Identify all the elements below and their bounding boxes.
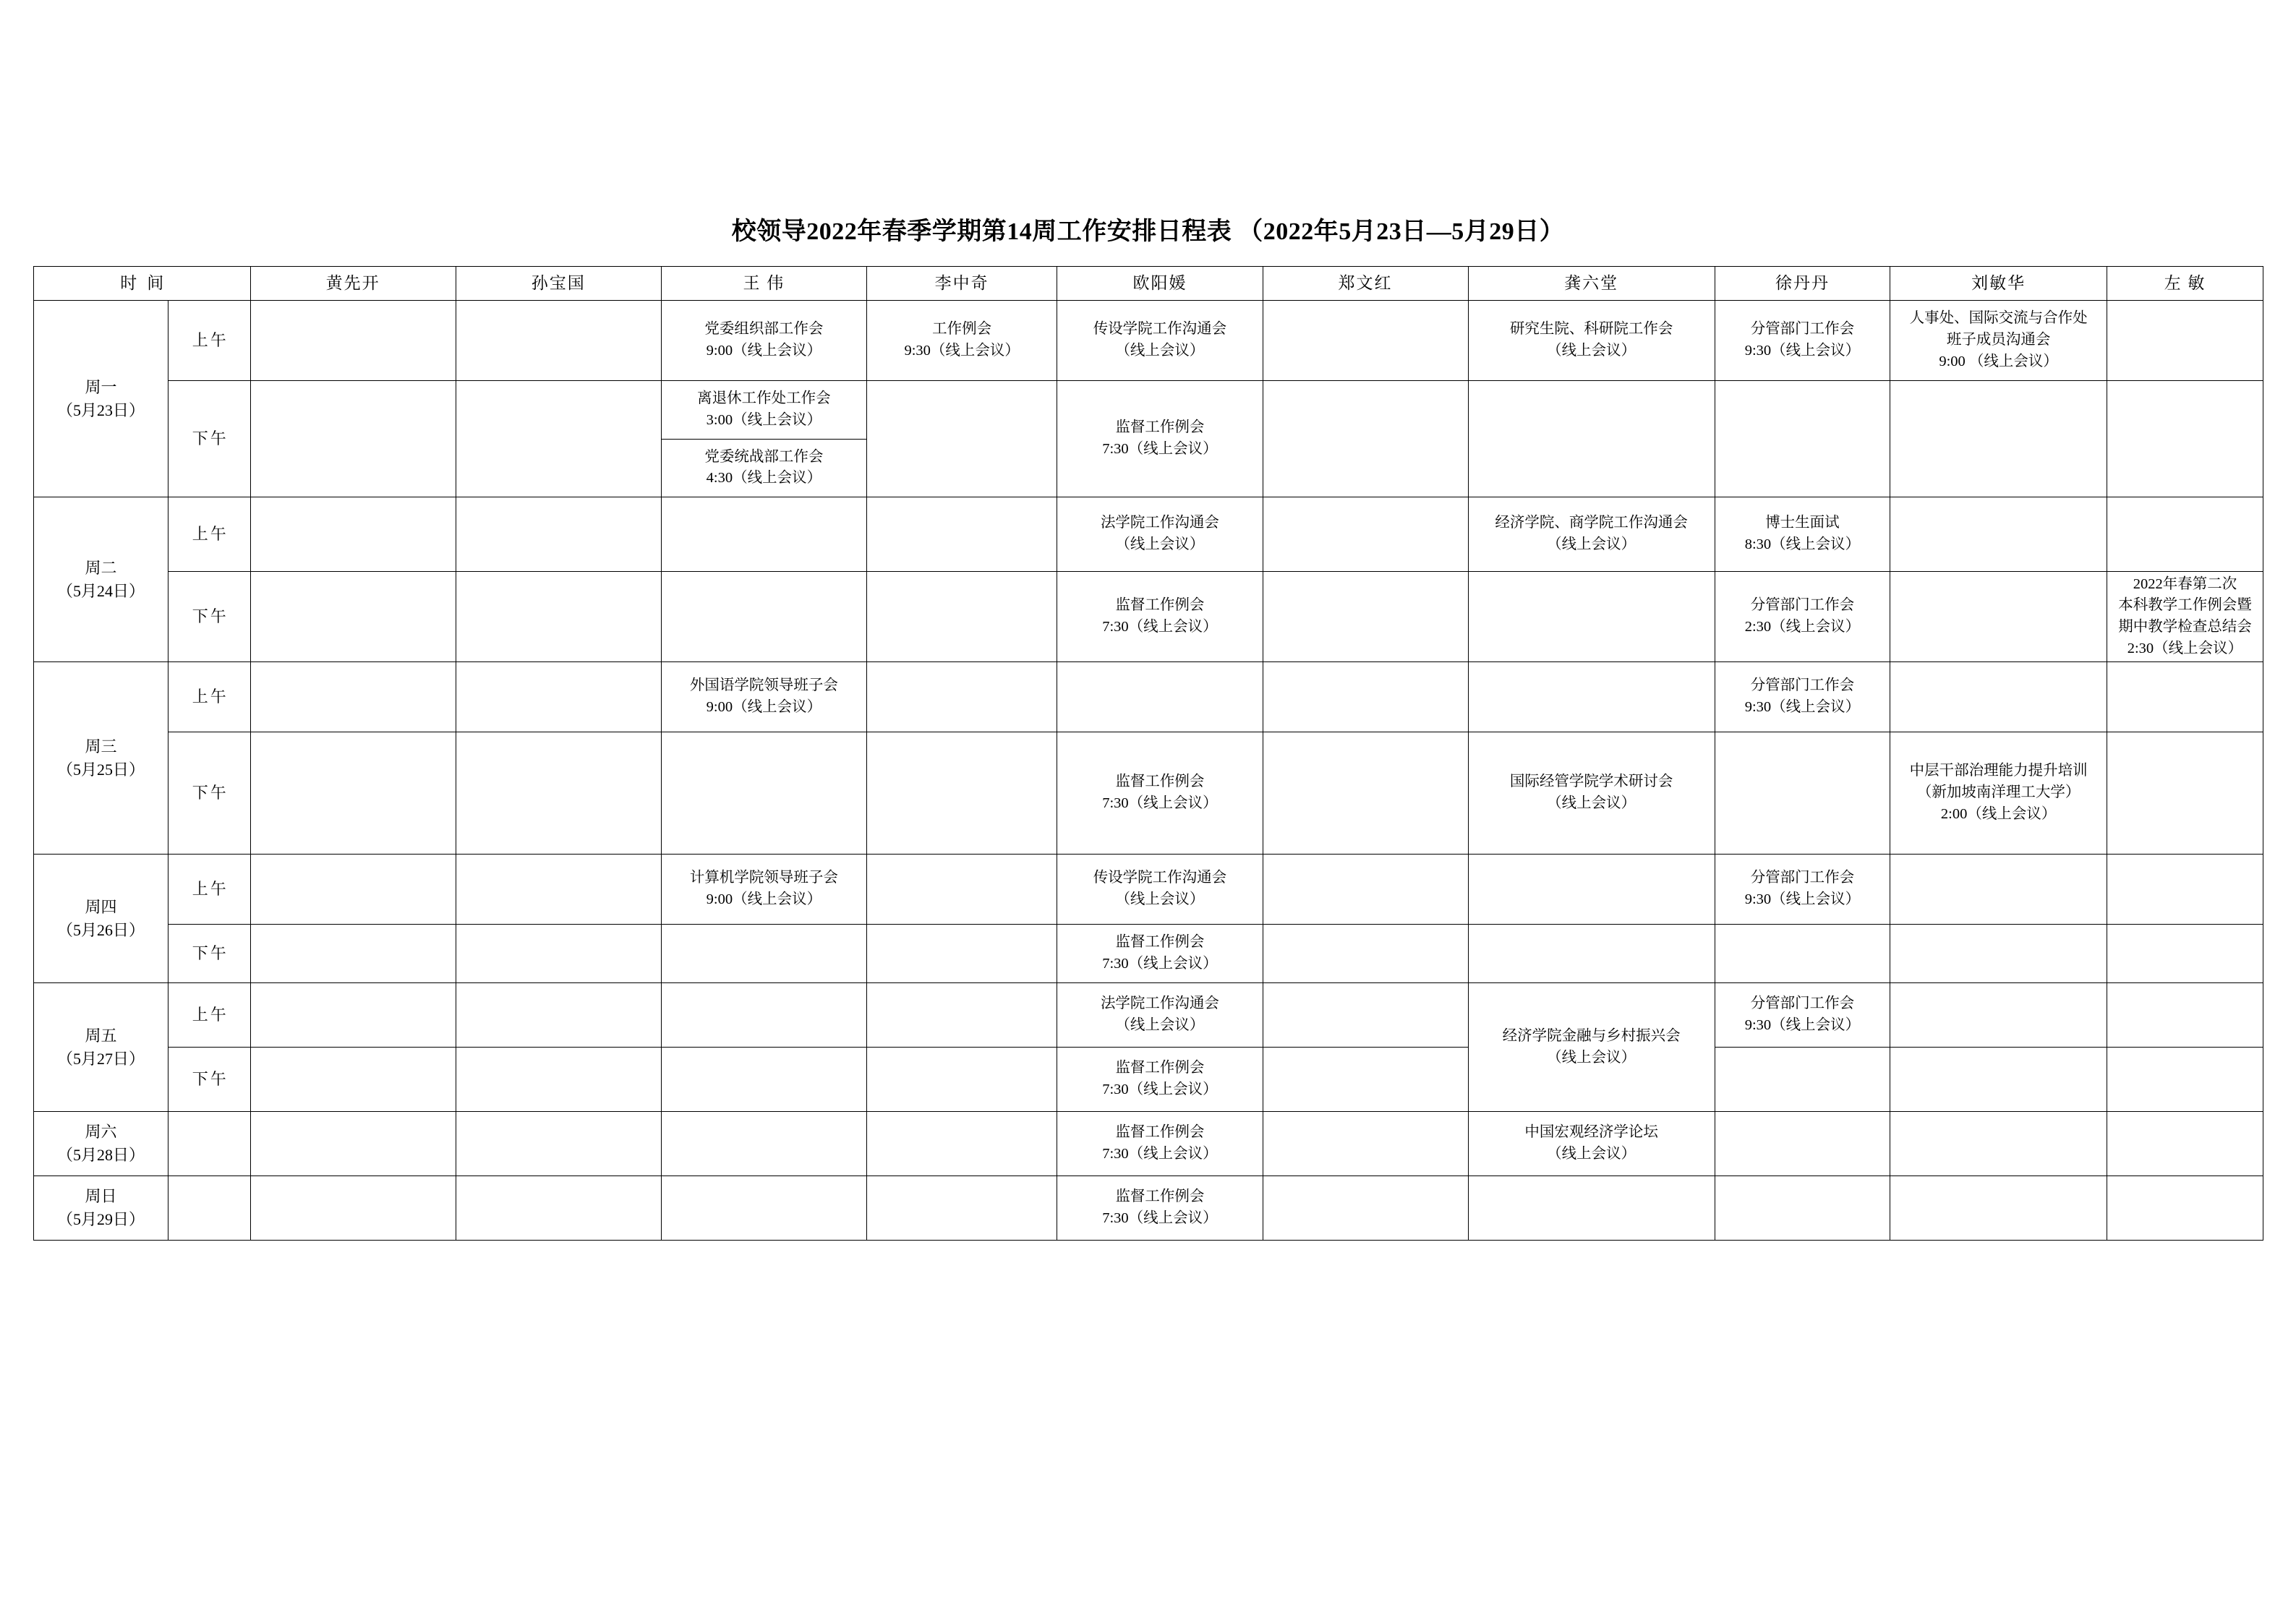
- table-row: [34, 381, 2263, 497]
- event-title: 监督工作例会: [1115, 1189, 1205, 1205]
- cell-mon-am-zuomin: [2107, 301, 2263, 381]
- header-person-wangwei: 王 伟: [661, 267, 866, 301]
- event-time: （线上会议）: [1115, 343, 1205, 359]
- cell-wed-pm-ouyangyuan: [1057, 732, 1263, 855]
- event-time: 7:30（线上会议）: [1102, 1146, 1218, 1162]
- cell-wed-am-sunbaoguo: [456, 662, 661, 732]
- cell-tue-am-sunbaoguo: [456, 497, 661, 572]
- cell-fri-pm-huangxiankai: [250, 1048, 456, 1112]
- table-row: [34, 983, 2263, 1048]
- event-time: 9:30（线上会议）: [904, 343, 1020, 359]
- cell-tue-pm-liuminhua: [1890, 572, 2107, 662]
- cell-wed-am-xudandan: [1715, 662, 1890, 732]
- day-date: （5月28日）: [56, 1146, 145, 1164]
- event-title: 经济学院金融与乡村振兴会: [1502, 1027, 1681, 1044]
- event-time: 9:00（线上会议）: [706, 891, 822, 907]
- cell-tue-am-wangwei: [661, 497, 866, 572]
- header-person-ouyangyuan: 欧阳媛: [1057, 267, 1263, 301]
- cell-tue-pm-huangxiankai: [250, 572, 456, 662]
- event-title: 离退休工作处工作会: [697, 390, 831, 407]
- cell-tue-am-xudandan: [1715, 497, 1890, 572]
- cell-tue-am-lizhongqi: [866, 497, 1057, 572]
- event-title: 监督工作例会: [1115, 1124, 1205, 1141]
- day-date: （5月29日）: [56, 1210, 145, 1228]
- event-title: 研究生院、科研院工作会: [1509, 321, 1673, 338]
- header-person-liuminhua: 刘敏华: [1890, 267, 2107, 301]
- cell-thu-pm-lizhongqi: [866, 925, 1057, 983]
- event-time: 9:30（线上会议）: [1744, 699, 1861, 715]
- cell-wed-pm-zhengwenhong: [1263, 732, 1468, 855]
- cell-tue-am-gongliutang: [1468, 497, 1715, 572]
- day-date: （5月25日）: [56, 760, 145, 779]
- cell-wed-am-zhengwenhong: [1263, 662, 1468, 732]
- cell-fri-pm-zhengwenhong: [1263, 1048, 1468, 1112]
- period-label-am: 上午: [168, 662, 250, 732]
- event-title: 传设学院工作沟通会: [1093, 870, 1227, 886]
- cell-sat-lizhongqi: [866, 1112, 1057, 1176]
- cell-sat-huangxiankai: [250, 1112, 456, 1176]
- event-title: 分管部门工作会: [1750, 995, 1855, 1012]
- event-time: 9:00（线上会议）: [706, 343, 822, 359]
- table-row: [34, 1048, 2263, 1112]
- cell-fri-am-zuomin: [2107, 983, 2263, 1048]
- event-title: 分管部门工作会: [1750, 677, 1855, 694]
- cell-fri-pm-zuomin: [2107, 1048, 2263, 1112]
- event-title: 分管部门工作会: [1750, 597, 1855, 614]
- cell-sat-gongliutang: [1468, 1112, 1715, 1176]
- cell-mon-am-sunbaoguo: [456, 301, 661, 381]
- cell-wed-am-gongliutang: [1468, 662, 1715, 732]
- period-label-pm: 下午: [168, 1048, 250, 1112]
- cell-thu-am-lizhongqi: [866, 855, 1057, 925]
- cell-tue-pm-wangwei: [661, 572, 866, 662]
- cell-thu-pm-huangxiankai: [250, 925, 456, 983]
- event-subtitle: 本科教学工作例会暨: [2118, 597, 2252, 614]
- day-label-thursday: [34, 855, 168, 983]
- cell-mon-am-xudandan: [1715, 301, 1890, 381]
- event-title: 传设学院工作沟通会: [1093, 321, 1227, 338]
- period-label-pm: 下午: [168, 572, 250, 662]
- event-title: 博士生面试: [1765, 515, 1840, 531]
- cell-sun-zuomin: [2107, 1176, 2263, 1241]
- cell-wed-pm-wangwei: [661, 732, 866, 855]
- cell-tue-pm-sunbaoguo: [456, 572, 661, 662]
- cell-wed-pm-sunbaoguo: [456, 732, 661, 855]
- event-title: 经济学院、商学院工作沟通会: [1495, 515, 1688, 531]
- day-label-monday: [34, 301, 168, 497]
- cell-mon-am-liuminhua: [1890, 301, 2107, 381]
- cell-fri-pm-liuminhua: [1890, 1048, 2107, 1112]
- day-date: （5月27日）: [56, 1049, 145, 1068]
- event-time: 2:30（线上会议）: [2127, 640, 2243, 656]
- cell-sun-gongliutang: [1468, 1176, 1715, 1241]
- cell-sat-sunbaoguo: [456, 1112, 661, 1176]
- event-title: 人事处、国际交流与合作处: [1909, 310, 2088, 327]
- cell-wed-am-huangxiankai: [250, 662, 456, 732]
- header-row: [34, 267, 2263, 301]
- cell-sun-sunbaoguo: [456, 1176, 661, 1241]
- cell-tue-am-liuminhua: [1890, 497, 2107, 572]
- cell-sun-wangwei: [661, 1176, 866, 1241]
- event-block-bottom: [662, 440, 866, 497]
- event-subtitle2: 期中教学检查总结会: [2118, 619, 2252, 635]
- schedule-table: [33, 266, 2263, 1241]
- cell-mon-pm-gongliutang: [1468, 381, 1715, 497]
- cell-wed-pm-gongliutang: [1468, 732, 1715, 855]
- day-name: 周六: [85, 1123, 117, 1142]
- period-label-none-sat: [168, 1112, 250, 1176]
- cell-fri-am-zhengwenhong: [1263, 983, 1468, 1048]
- header-time: 时间: [34, 267, 251, 301]
- cell-wed-pm-huangxiankai: [250, 732, 456, 855]
- day-name: 周四: [85, 897, 117, 916]
- cell-sun-lizhongqi: [866, 1176, 1057, 1241]
- cell-wed-am-zuomin: [2107, 662, 2263, 732]
- event-subtitle: （新加坡南洋理工大学）: [1916, 784, 2081, 801]
- event-time: （线上会议）: [1547, 795, 1636, 811]
- cell-wed-pm-lizhongqi: [866, 732, 1057, 855]
- cell-thu-pm-xudandan: [1715, 925, 1890, 983]
- cell-sun-huangxiankai: [250, 1176, 456, 1241]
- cell-fri-am-wangwei: [661, 983, 866, 1048]
- cell-fri-pm-sunbaoguo: [456, 1048, 661, 1112]
- table-body: [34, 301, 2263, 1241]
- cell-sat-wangwei: [661, 1112, 866, 1176]
- cell-wed-am-lizhongqi: [866, 662, 1057, 732]
- day-name: 周二: [85, 558, 117, 577]
- event-title: 党委统战部工作会: [704, 448, 824, 465]
- day-name: 周三: [85, 737, 117, 755]
- cell-sat-zuomin: [2107, 1112, 2263, 1176]
- event-time: （线上会议）: [1115, 891, 1205, 907]
- cell-fri-pm-wangwei: [661, 1048, 866, 1112]
- cell-sun-xudandan: [1715, 1176, 1890, 1241]
- event-title: 监督工作例会: [1115, 419, 1205, 436]
- cell-tue-pm-gongliutang: [1468, 572, 1715, 662]
- table-row: [34, 1112, 2263, 1176]
- cell-thu-pm-wangwei: [661, 925, 866, 983]
- cell-sat-xudandan: [1715, 1112, 1890, 1176]
- event-title: 国际经管学院学术研讨会: [1509, 774, 1673, 790]
- day-name: 周一: [85, 377, 117, 396]
- cell-sat-liuminhua: [1890, 1112, 2107, 1176]
- cell-mon-pm-wangwei: [661, 381, 866, 497]
- event-title: 监督工作例会: [1115, 597, 1205, 614]
- cell-tue-am-ouyangyuan: [1057, 497, 1263, 572]
- event-time: 7:30（线上会议）: [1102, 1210, 1218, 1226]
- cell-sat-zhengwenhong: [1263, 1112, 1468, 1176]
- event-time: （线上会议）: [1547, 1146, 1636, 1162]
- cell-fri-am-sunbaoguo: [456, 983, 661, 1048]
- cell-tue-am-zhengwenhong: [1263, 497, 1468, 572]
- event-time: 9:30（线上会议）: [1744, 1017, 1861, 1033]
- day-date: （5月23日）: [56, 401, 145, 419]
- cell-fri-pm-xudandan: [1715, 1048, 1890, 1112]
- event-title: 中国宏观经济学论坛: [1524, 1124, 1658, 1141]
- event-time: （线上会议）: [1547, 343, 1636, 359]
- event-time: （线上会议）: [1547, 536, 1636, 552]
- cell-wed-am-wangwei: [661, 662, 866, 732]
- header-person-lizhongqi: 李中奇: [866, 267, 1057, 301]
- cell-thu-pm-zhengwenhong: [1263, 925, 1468, 983]
- event-time: 3:00（线上会议）: [706, 411, 822, 428]
- cell-mon-pm-lizhongqi: [866, 381, 1057, 497]
- table-row: [34, 572, 2263, 662]
- period-label-pm: 下午: [168, 381, 250, 497]
- cell-mon-pm-zhengwenhong: [1263, 381, 1468, 497]
- period-label-am: 上午: [168, 855, 250, 925]
- cell-fri-am-ouyangyuan: [1057, 983, 1263, 1048]
- event-title: 监督工作例会: [1115, 1060, 1205, 1076]
- cell-thu-am-gongliutang: [1468, 855, 1715, 925]
- event-time: （线上会议）: [1115, 1017, 1205, 1033]
- cell-fri-am-liuminhua: [1890, 983, 2107, 1048]
- period-label-pm: 下午: [168, 925, 250, 983]
- table-row: [34, 855, 2263, 925]
- cell-thu-pm-gongliutang: [1468, 925, 1715, 983]
- day-label-wednesday: [34, 662, 168, 855]
- event-time: 7:30（线上会议）: [1102, 619, 1218, 635]
- header-person-zuomin: 左 敏: [2107, 267, 2263, 301]
- event-title: 法学院工作沟通会: [1100, 995, 1219, 1012]
- header-person-zhengwenhong: 郑文红: [1263, 267, 1468, 301]
- event-title: 法学院工作沟通会: [1100, 515, 1219, 531]
- cell-thu-pm-zuomin: [2107, 925, 2263, 983]
- cell-mon-am-huangxiankai: [250, 301, 456, 381]
- event-time: 9:00 （线上会议）: [1939, 353, 2058, 369]
- cell-wed-pm-xudandan: [1715, 732, 1890, 855]
- cell-fri-gongliutang: [1468, 983, 1715, 1112]
- cell-tue-pm-xudandan: [1715, 572, 1890, 662]
- event-time: 7:30（线上会议）: [1102, 441, 1218, 457]
- event-time: 8:30（线上会议）: [1744, 536, 1861, 552]
- cell-tue-am-huangxiankai: [250, 497, 456, 572]
- header-person-xudandan: 徐丹丹: [1715, 267, 1890, 301]
- header-person-sunbaoguo: 孙宝国: [456, 267, 661, 301]
- event-title: 党委组织部工作会: [704, 321, 824, 338]
- event-subtitle: 班子成员沟通会: [1946, 332, 2051, 348]
- cell-mon-pm-sunbaoguo: [456, 381, 661, 497]
- event-title: 计算机学院领导班子会: [689, 870, 838, 886]
- cell-sun-liuminhua: [1890, 1176, 2107, 1241]
- cell-mon-pm-zuomin: [2107, 381, 2263, 497]
- period-label-am: 上午: [168, 301, 250, 381]
- event-title: 分管部门工作会: [1750, 870, 1855, 886]
- cell-sun-zhengwenhong: [1263, 1176, 1468, 1241]
- event-title: 监督工作例会: [1115, 774, 1205, 790]
- event-block-top: [662, 381, 866, 439]
- cell-fri-pm-ouyangyuan: [1057, 1048, 1263, 1112]
- period-label-am: 上午: [168, 497, 250, 572]
- event-title: 监督工作例会: [1115, 934, 1205, 951]
- day-date: （5月26日）: [56, 920, 145, 939]
- table-row: [34, 732, 2263, 855]
- event-time: 7:30（线上会议）: [1102, 795, 1218, 811]
- schedule-table-container: [33, 266, 2263, 1241]
- event-title: 外国语学院领导班子会: [689, 677, 838, 694]
- cell-mon-am-lizhongqi: [866, 301, 1057, 381]
- cell-wed-pm-liuminhua: [1890, 732, 2107, 855]
- event-time: 2:30（线上会议）: [1744, 619, 1861, 635]
- day-name: 周五: [85, 1026, 117, 1045]
- day-label-sunday: [34, 1176, 168, 1241]
- day-label-saturday: [34, 1112, 168, 1176]
- cell-thu-am-zhengwenhong: [1263, 855, 1468, 925]
- cell-tue-pm-zuomin: [2107, 572, 2263, 662]
- table-header: [34, 267, 2263, 301]
- cell-mon-pm-huangxiankai: [250, 381, 456, 497]
- cell-tue-pm-ouyangyuan: [1057, 572, 1263, 662]
- cell-sat-ouyangyuan: [1057, 1112, 1263, 1176]
- cell-thu-am-huangxiankai: [250, 855, 456, 925]
- cell-mon-pm-ouyangyuan: [1057, 381, 1263, 497]
- cell-thu-am-liuminhua: [1890, 855, 2107, 925]
- table-row: [34, 497, 2263, 572]
- event-time: 2:00（线上会议）: [1940, 805, 2057, 822]
- event-title: 工作例会: [932, 321, 992, 338]
- period-label-none-sun: [168, 1176, 250, 1241]
- cell-mon-am-wangwei: [661, 301, 866, 381]
- cell-tue-pm-zhengwenhong: [1263, 572, 1468, 662]
- cell-mon-am-zhengwenhong: [1263, 301, 1468, 381]
- table-row: [34, 662, 2263, 732]
- table-row: [34, 301, 2263, 381]
- event-time: 9:00（线上会议）: [706, 699, 822, 715]
- day-label-friday: [34, 983, 168, 1112]
- cell-thu-am-zuomin: [2107, 855, 2263, 925]
- day-date: （5月24日）: [56, 581, 145, 600]
- page-title: [0, 211, 2296, 247]
- cell-fri-am-huangxiankai: [250, 983, 456, 1048]
- cell-thu-pm-liuminhua: [1890, 925, 2107, 983]
- event-time: 7:30（线上会议）: [1102, 1082, 1218, 1097]
- cell-mon-pm-liuminhua: [1890, 381, 2107, 497]
- cell-wed-am-ouyangyuan: [1057, 662, 1263, 732]
- cell-mon-pm-xudandan: [1715, 381, 1890, 497]
- day-label-tuesday: [34, 497, 168, 662]
- cell-wed-pm-zuomin: [2107, 732, 2263, 855]
- event-time: （线上会议）: [1547, 1049, 1636, 1066]
- event-time: 9:30（线上会议）: [1744, 343, 1861, 359]
- event-title: 分管部门工作会: [1750, 321, 1855, 338]
- cell-mon-am-gongliutang: [1468, 301, 1715, 381]
- event-title: 2022年春第二次: [2133, 575, 2237, 592]
- period-label-pm: 下午: [168, 732, 250, 855]
- cell-sun-ouyangyuan: [1057, 1176, 1263, 1241]
- day-name: 周日: [85, 1187, 117, 1206]
- cell-thu-am-sunbaoguo: [456, 855, 661, 925]
- cell-fri-pm-lizhongqi: [866, 1048, 1057, 1112]
- cell-thu-am-wangwei: [661, 855, 866, 925]
- cell-fri-am-xudandan: [1715, 983, 1890, 1048]
- page-title-text: 校领导2022年春季学期第14周工作安排日程表 （2022年5月23日—5月29日）: [731, 218, 1565, 245]
- cell-wed-am-liuminhua: [1890, 662, 2107, 732]
- header-person-gongliutang: 龚六堂: [1468, 267, 1715, 301]
- event-time: （线上会议）: [1115, 536, 1205, 552]
- cell-thu-pm-sunbaoguo: [456, 925, 661, 983]
- cell-thu-am-ouyangyuan: [1057, 855, 1263, 925]
- cell-thu-am-xudandan: [1715, 855, 1890, 925]
- table-row: [34, 1176, 2263, 1241]
- event-title: 中层干部治理能力提升培训: [1909, 763, 2088, 779]
- event-time: 4:30（线上会议）: [706, 470, 822, 487]
- cell-tue-pm-lizhongqi: [866, 572, 1057, 662]
- event-time: 9:30（线上会议）: [1744, 891, 1861, 907]
- period-label-am: 上午: [168, 983, 250, 1048]
- cell-mon-am-ouyangyuan: [1057, 301, 1263, 381]
- cell-fri-am-lizhongqi: [866, 983, 1057, 1048]
- header-person-huangxiankai: 黄先开: [250, 267, 456, 301]
- table-row: [34, 925, 2263, 983]
- cell-tue-am-zuomin: [2107, 497, 2263, 572]
- event-time: 7:30（线上会议）: [1102, 956, 1218, 972]
- cell-thu-pm-ouyangyuan: [1057, 925, 1263, 983]
